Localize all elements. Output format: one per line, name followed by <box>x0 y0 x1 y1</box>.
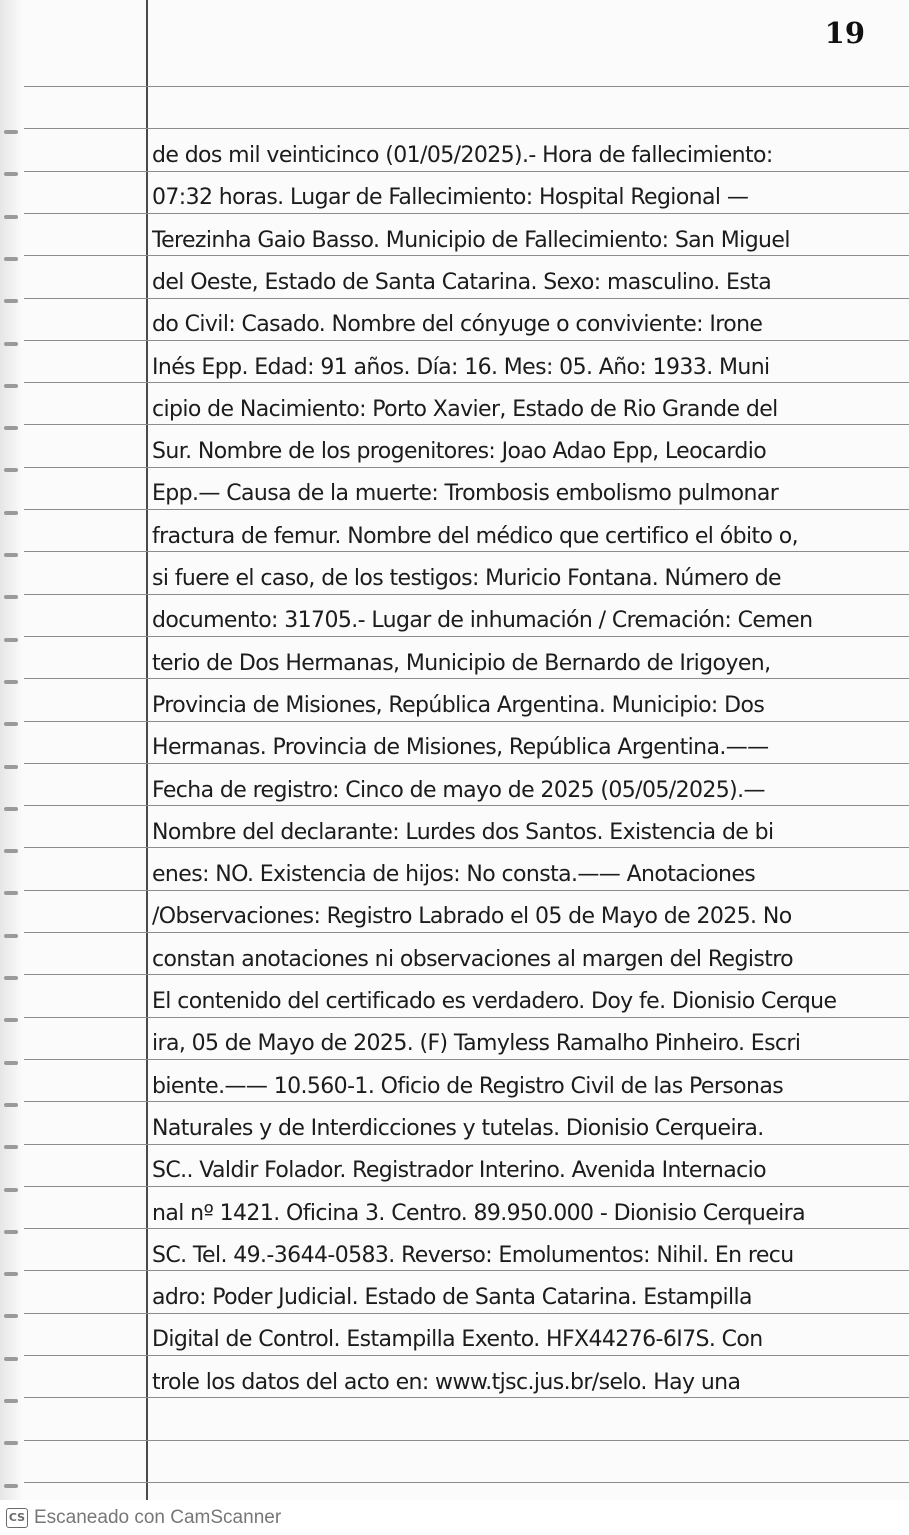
text-line-11: si fuere el caso, de los testigos: Muricio Fontana. Número de <box>152 566 781 591</box>
binding-hole <box>4 1314 18 1318</box>
binding-hole <box>4 934 18 938</box>
binding-hole <box>4 1018 18 1022</box>
binding-hole <box>4 1484 18 1488</box>
binding-hole <box>4 765 18 769</box>
text-line-19: /Observaciones: Registro Labrado el 05 de Mayo de 2025. No <box>152 904 792 929</box>
binding-hole <box>4 1441 18 1445</box>
binding-hole <box>4 468 18 472</box>
spiral-binding <box>0 0 22 1500</box>
binding-hole <box>4 976 18 980</box>
binding-hole <box>4 1061 18 1065</box>
binding-hole <box>4 638 18 642</box>
text-line-5: do Civil: Casado. Nombre del cónyuge o conviviente: Irone <box>152 312 763 337</box>
text-line-20: constan anotaciones ni observaciones al margen del Registro <box>152 947 794 972</box>
text-line-17: Nombre del declarante: Lurdes dos Santos. Existencia de bi <box>152 820 774 845</box>
ruled-line <box>24 128 909 129</box>
text-line-29: Digital de Control. Estampilla Exento. HFX44276-6I7S. Con <box>152 1327 763 1352</box>
text-line-8: Sur. Nombre de los progenitores: Joao Adao Epp, Leocardio <box>152 439 767 464</box>
text-line-9: Epp.— Causa de la muerte: Trombosis embolismo pulmonar <box>152 481 779 506</box>
text-line-30: trole los datos del acto en: www.tjsc.jus.br/selo. Hay una <box>152 1370 741 1395</box>
binding-hole <box>4 384 18 388</box>
binding-hole <box>4 1272 18 1276</box>
binding-hole <box>4 807 18 811</box>
binding-hole <box>4 215 18 219</box>
scanner-watermark: Escaneado con CamScanner <box>34 1506 282 1528</box>
text-line-4: del Oeste, Estado de Santa Catarina. Sexo: masculino. Esta <box>152 270 772 295</box>
binding-hole <box>4 172 18 176</box>
text-line-15: Hermanas. Provincia de Misiones, República Argentina.—— <box>152 735 769 760</box>
binding-hole <box>4 342 18 346</box>
page-number: 19 <box>824 16 865 50</box>
binding-hole <box>4 299 18 303</box>
text-line-14: Provincia de Misiones, República Argentina. Municipio: Dos <box>152 693 765 718</box>
text-line-1: de dos mil veinticinco (01/05/2025).- Hora de fallecimiento: <box>152 143 773 168</box>
binding-hole <box>4 849 18 853</box>
binding-hole <box>4 1357 18 1361</box>
scanner-footer <box>0 1500 909 1535</box>
binding-hole <box>4 553 18 557</box>
text-line-13: terio de Dos Hermanas, Municipio de Bernardo de Irigoyen, <box>152 651 771 676</box>
binding-hole <box>4 595 18 599</box>
ruled-line <box>24 86 909 87</box>
binding-hole <box>4 1188 18 1192</box>
text-line-3: Terezinha Gaio Basso. Municipio de Fallecimiento: San Miguel <box>152 228 790 253</box>
binding-hole <box>4 1103 18 1107</box>
text-line-2: 07:32 horas. Lugar de Fallecimiento: Hospital Regional — <box>152 185 749 210</box>
binding-hole <box>4 891 18 895</box>
binding-hole <box>4 1399 18 1403</box>
ruled-line <box>24 1482 909 1483</box>
binding-hole <box>4 426 18 430</box>
text-line-12: documento: 31705.- Lugar de inhumación / Cremación: Cemen <box>152 608 813 633</box>
text-line-10: fractura de femur. Nombre del médico que certifico el óbito o, <box>152 524 798 549</box>
text-line-22: ira, 05 de Mayo de 2025. (F) Tamyless Ramalho Pinheiro. Escri <box>152 1031 801 1056</box>
text-line-28: adro: Poder Judicial. Estado de Santa Catarina. Estampilla <box>152 1285 752 1310</box>
text-line-23: biente.—— 10.560-1. Oficio de Registro Civil de las Personas <box>152 1074 784 1099</box>
text-line-18: enes: NO. Existencia de hijos: No consta.—— Anotaciones <box>152 862 756 887</box>
text-line-27: SC. Tel. 49.-3644-0583. Reverso: Emolumentos: Nihil. En recu <box>152 1243 794 1268</box>
text-line-26: nal nº 1421. Oficina 3. Centro. 89.950.000 - Dionisio Cerqueira <box>152 1201 805 1226</box>
binding-hole <box>4 511 18 515</box>
binding-hole <box>4 1230 18 1234</box>
text-line-24: Naturales y de Interdicciones y tutelas. Dionisio Cerqueira. <box>152 1116 764 1141</box>
binding-hole <box>4 680 18 684</box>
binding-hole <box>4 257 18 261</box>
binding-hole <box>4 1145 18 1149</box>
text-line-25: SC.. Valdir Folador. Registrador Interino. Avenida Internacio <box>152 1158 767 1183</box>
text-line-21: El contenido del certificado es verdadero. Doy fe. Dionisio Cerque <box>152 989 837 1014</box>
binding-hole <box>4 130 18 134</box>
margin-line <box>146 0 148 1500</box>
ruled-line <box>24 1440 909 1441</box>
text-line-16: Fecha de registro: Cinco de mayo de 2025 (05/05/2025).— <box>152 778 765 803</box>
camscanner-logo-icon: CS <box>6 1508 28 1528</box>
binding-hole <box>4 722 18 726</box>
text-line-6: Inés Epp. Edad: 91 años. Día: 16. Mes: 05. Año: 1933. Muni <box>152 355 770 380</box>
text-line-7: cipio de Nacimiento: Porto Xavier, Estado de Rio Grande del <box>152 397 778 422</box>
